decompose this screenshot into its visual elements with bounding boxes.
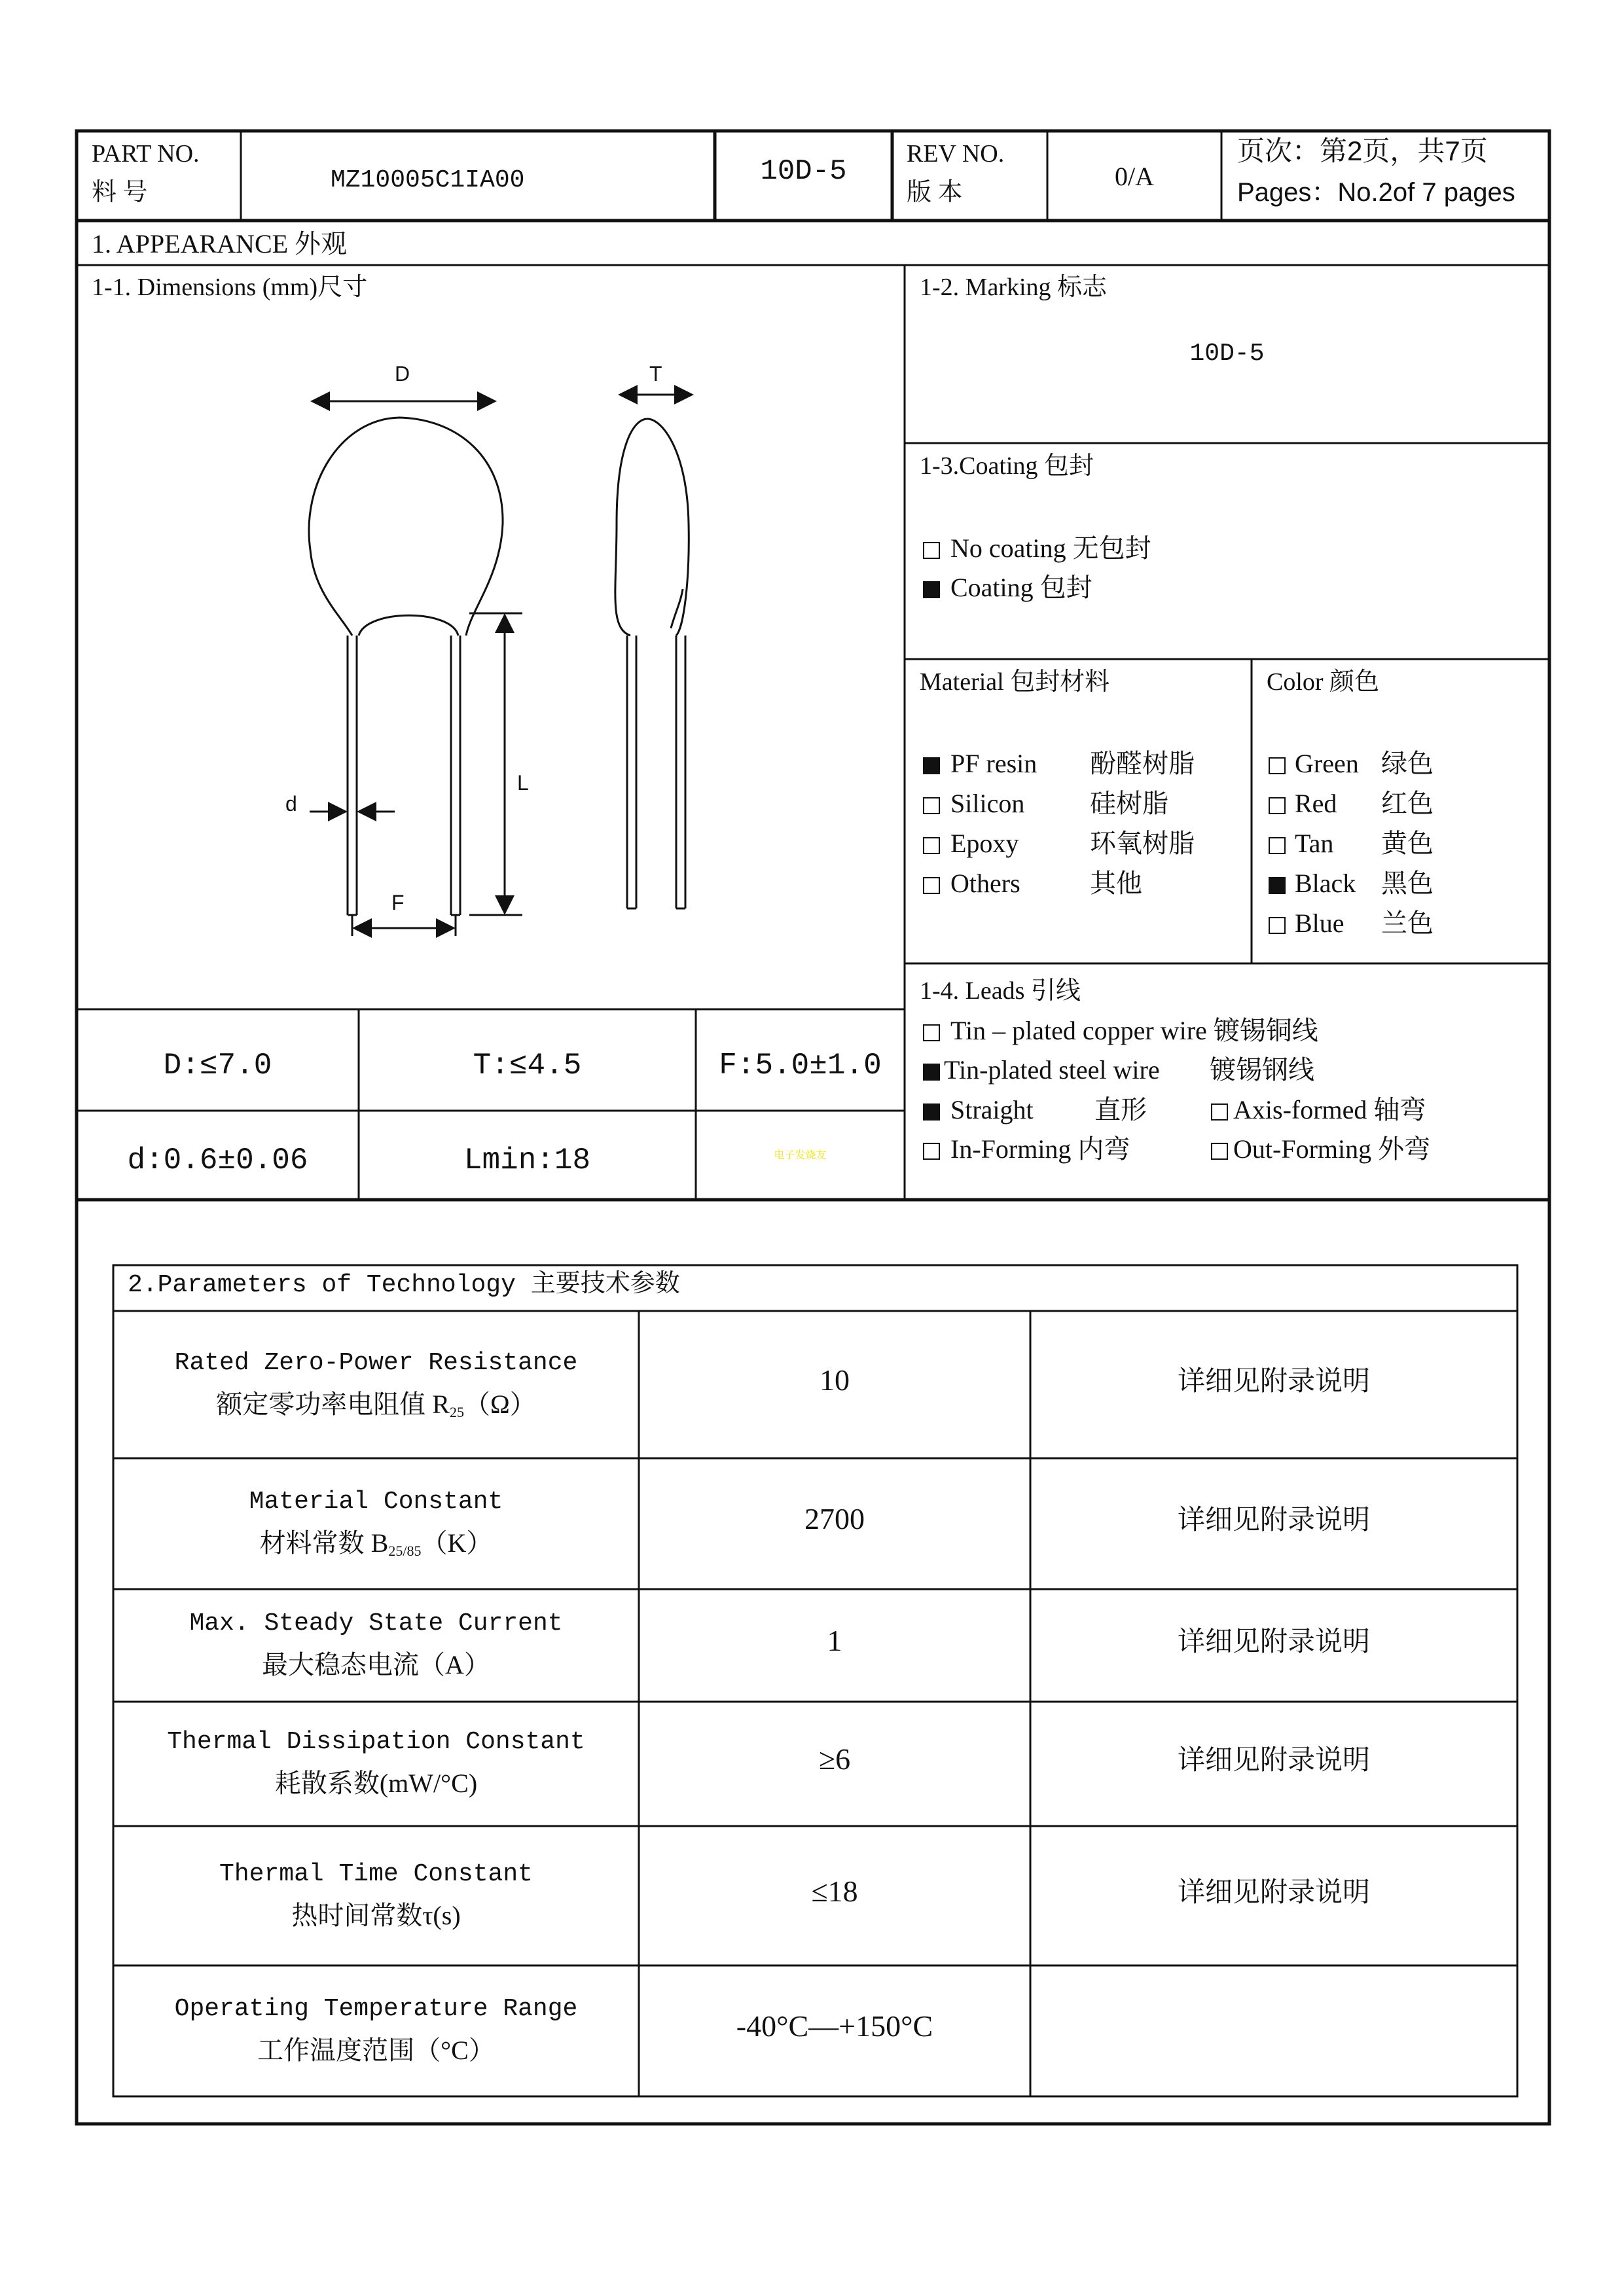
leads-title: 1-4. Leads 引线 — [920, 977, 1081, 1005]
param-name-cn-text: 热时间常数τ(s) — [291, 1900, 461, 1930]
material-option — [923, 870, 1020, 897]
lead-in-forming: In-Forming 内弯 — [923, 1136, 1130, 1162]
drawing-label-f-spacing: F — [391, 891, 405, 914]
dim-f: F:5.0±1.0 — [719, 1049, 882, 1083]
checkbox-icon — [923, 1024, 940, 1041]
lead-tin-steel-cn: 镀锡钢线 — [1210, 1055, 1314, 1085]
page-count-cn: 页次：第2页，共7页 — [1237, 135, 1488, 166]
param-name-cn — [113, 1530, 639, 1558]
dim-l-min: Lmin:18 — [463, 1143, 591, 1177]
checkbox-icon — [923, 877, 940, 894]
checkbox-checked-icon — [923, 1103, 940, 1121]
param-subscript: 25 — [449, 1403, 464, 1420]
rev-value: 0/A — [1115, 162, 1154, 191]
disc-body — [309, 418, 503, 636]
rev-label-en: REV NO. — [907, 140, 1005, 168]
dimensions-title: 1-1. Dimensions (mm)尺寸 — [92, 274, 368, 301]
color-name-en: Red — [1295, 789, 1337, 818]
lead-straight-cn: 直形 — [1094, 1095, 1147, 1124]
param-name-en: Operating Temperature Range — [174, 1995, 578, 2023]
parameters-title: 2.Parameters of Technology 主要技术参数 — [128, 1271, 680, 1299]
color-name-cn: 兰色 — [1381, 908, 1434, 938]
dim-t: T:≤4.5 — [473, 1049, 582, 1083]
lead-straight: Straight — [923, 1097, 1034, 1123]
param-name-cn — [113, 1900, 639, 1930]
model-number: 10D-5 — [760, 155, 847, 188]
drawing-label-lead-dia: d — [285, 792, 297, 816]
checkbox-icon — [923, 837, 940, 854]
color-name-en: Blue — [1295, 908, 1344, 938]
param-unit: （K） — [421, 1528, 493, 1558]
checkbox-icon — [923, 1143, 940, 1160]
param-value: -40°C—+150°C — [736, 2009, 933, 2043]
param-name-cn-text: 工作温度范围（°C） — [257, 2036, 495, 2065]
param-note: 详细见附录说明 — [1177, 1746, 1370, 1776]
checkbox-icon — [923, 542, 940, 559]
param-unit: （Ω） — [463, 1389, 536, 1419]
color-name-en: Green — [1295, 749, 1359, 778]
drawing-label-d-diameter: D — [395, 362, 410, 386]
material-name-cn: 酚醛树脂 — [1090, 749, 1195, 778]
color-option — [1269, 870, 1356, 897]
param-name-en: Material Constant — [249, 1488, 503, 1516]
lead-tin-copper: Tin – plated copper wire 镀锡铜线 — [923, 1018, 1318, 1044]
dim-d: D:≤7.0 — [163, 1049, 272, 1083]
param-value: 10 — [820, 1363, 850, 1397]
param-name-cn — [113, 1652, 639, 1678]
param-name-en: Thermal Dissipation Constant — [167, 1728, 585, 1756]
checkbox-checked-icon — [923, 757, 940, 774]
color-name-en: Tan — [1295, 829, 1334, 858]
color-name-cn: 绿色 — [1381, 749, 1434, 778]
material-name-en: Others — [950, 869, 1020, 898]
lead-out-forming: Out-Forming 外弯 — [1211, 1136, 1430, 1162]
param-name-cn — [113, 2037, 639, 2064]
param-value: 1 — [827, 1624, 842, 1657]
color-name-cn: 黄色 — [1381, 829, 1434, 858]
drawing-label-l-length: L — [517, 771, 529, 795]
material-name-cn: 环氧树脂 — [1090, 829, 1195, 858]
checkbox-checked-icon — [923, 1064, 940, 1081]
param-name-cn — [113, 1391, 639, 1420]
param-name-en: Thermal Time Constant — [219, 1859, 533, 1888]
color-option — [1269, 831, 1333, 857]
lead-axis-formed: Axis-formed 轴弯 — [1211, 1097, 1426, 1123]
drawing-label-t-thickness: T — [649, 362, 662, 386]
material-option — [923, 831, 1019, 857]
param-value: ≥6 — [818, 1742, 851, 1776]
checkbox-checked-icon — [1269, 877, 1286, 894]
part-no-value: MZ10005C1IA00 — [331, 166, 525, 194]
material-name-en: PF resin — [950, 749, 1038, 778]
material-name-cn: 硅树脂 — [1090, 789, 1168, 818]
checkbox-checked-icon — [923, 581, 940, 598]
material-option — [923, 751, 1037, 777]
side-body — [615, 419, 689, 636]
param-name-en: Max. Steady State Current — [189, 1609, 563, 1638]
page-count-en: Pages：No.2of 7 pages — [1237, 178, 1515, 207]
coating-option-none: No coating 无包封 — [923, 535, 1151, 562]
color-option — [1269, 910, 1344, 937]
marking-title: 1-2. Marking 标志 — [920, 274, 1108, 301]
param-name-cn-text: 额定零功率电阻值 R — [216, 1389, 450, 1419]
param-value: 2700 — [804, 1502, 865, 1535]
param-subscript: 25/85 — [388, 1543, 422, 1559]
param-name-cn-text: 耗散系数(mW/°C) — [274, 1768, 478, 1798]
color-name-cn: 黑色 — [1381, 869, 1434, 898]
coating-option-coated: Coating 包封 — [923, 575, 1092, 601]
marking-value: 10D-5 — [1189, 340, 1265, 368]
param-name-en: Rated Zero-Power Resistance — [174, 1348, 578, 1377]
part-no-label-en: PART NO. — [92, 140, 200, 168]
checkbox-icon — [1269, 757, 1286, 774]
checkbox-icon — [1269, 797, 1286, 814]
varistor-drawing — [262, 340, 733, 956]
param-name-cn-text: 材料常数 B — [259, 1528, 389, 1558]
checkbox-icon — [1211, 1103, 1228, 1121]
param-note: 详细见附录说明 — [1177, 1505, 1370, 1535]
param-name-cn-text: 最大稳态电流（A） — [262, 1650, 490, 1679]
color-name-en: Black — [1295, 869, 1356, 898]
checkbox-icon — [1269, 837, 1286, 854]
param-note: 详细见附录说明 — [1177, 1627, 1370, 1657]
material-title: Material 包封材料 — [920, 668, 1110, 696]
param-name-cn — [113, 1770, 639, 1797]
material-name-en: Silicon — [950, 789, 1025, 818]
checkbox-icon — [1269, 917, 1286, 934]
param-value: ≤18 — [811, 1874, 858, 1908]
appearance-title: 1. APPEARANCE 外观 — [92, 229, 348, 259]
material-name-cn: 其他 — [1090, 869, 1142, 898]
param-note: 详细见附录说明 — [1177, 1366, 1370, 1397]
color-name-cn: 红色 — [1381, 789, 1434, 818]
material-name-en: Epoxy — [950, 829, 1019, 858]
color-option — [1269, 751, 1359, 777]
rev-label-cn: 版 本 — [907, 179, 963, 206]
material-option — [923, 791, 1024, 817]
color-title: Color 颜色 — [1267, 668, 1380, 696]
lead-tin-steel: Tin-plated steel wire — [923, 1057, 1160, 1083]
param-note: 详细见附录说明 — [1177, 1877, 1370, 1908]
dim-lead-diameter: d:0.6±0.06 — [127, 1143, 308, 1177]
checkbox-icon — [1211, 1143, 1228, 1160]
coating-title: 1-3.Coating 包封 — [920, 452, 1094, 480]
watermark-text: 电子发烧友 — [774, 1150, 827, 1161]
part-no-label-cn: 料 号 — [92, 179, 148, 206]
checkbox-icon — [923, 797, 940, 814]
color-option — [1269, 791, 1337, 817]
